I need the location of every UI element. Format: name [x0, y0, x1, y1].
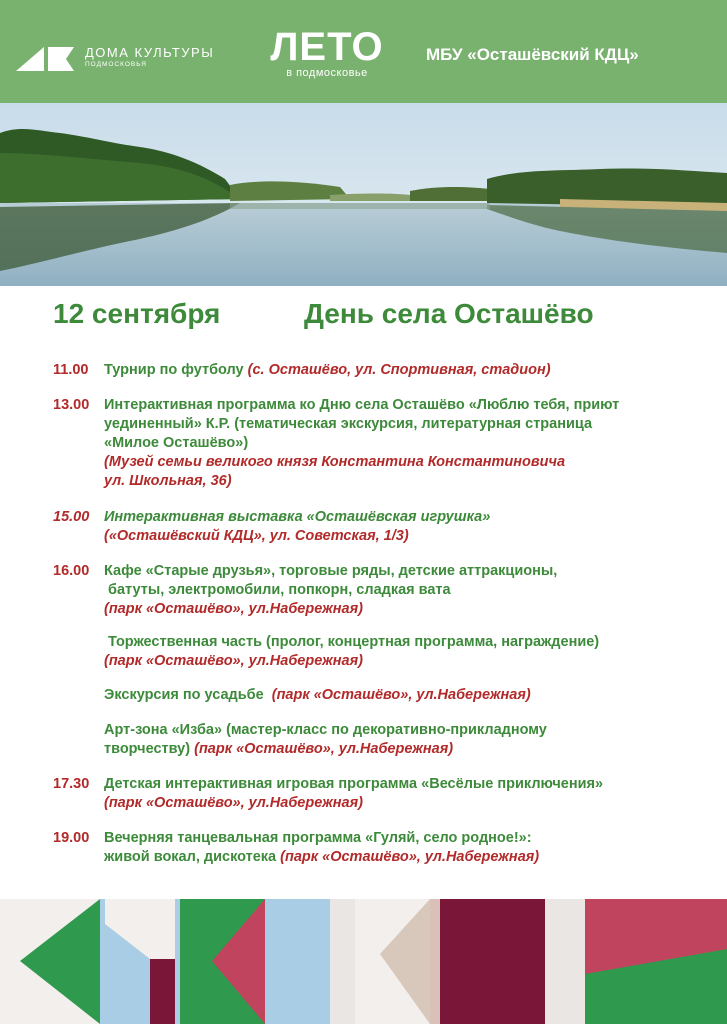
schedule-time: 17.30 — [53, 776, 90, 792]
schedule-location: (парк «Осташёво», ул.Набережная) — [104, 653, 363, 669]
schedule-item — [53, 721, 718, 759]
lake-landscape-image — [0, 103, 727, 286]
logo-text — [85, 46, 214, 68]
schedule-text: живой вокал, дискотека — [104, 849, 277, 865]
schedule-time: 16.00 — [53, 563, 90, 579]
schedule-text: Кафе «Старые друзья», торговые ряды, детские аттракционы, — [104, 563, 558, 579]
schedule-location: (парк «Осташёво», ул.Набережная) — [280, 849, 540, 865]
leto-logo-subtitle: в подмосковье — [286, 67, 368, 79]
schedule-text: батуты, электромобили, попкорн, сладкая вата — [108, 582, 451, 598]
schedule-time: 11.00 — [53, 362, 89, 378]
logo-line2: ПОДМОСКОВЬЯ — [85, 61, 147, 68]
schedule-item — [53, 361, 718, 380]
event-name-title: День села Осташёво — [304, 298, 594, 329]
schedule-item — [53, 686, 718, 705]
schedule-time: 13.00 — [53, 397, 90, 413]
schedule-text: Арт-зона «Изба» (мастер-класс по декоративно-прикладному — [104, 722, 547, 738]
schedule-text: «Милое Осташёво») — [104, 435, 249, 451]
schedule-item — [53, 396, 718, 491]
schedule-location: (парк «Осташёво», ул.Набережная) — [104, 601, 363, 617]
schedule-item — [53, 633, 718, 671]
schedule-item — [53, 508, 718, 546]
schedule-text: Торжественная часть (пролог, концертная программа, награждение) — [108, 634, 600, 650]
schedule-text: Интерактивная программа ко Дню села Осташёво «Люблю тебя, приют — [104, 397, 620, 413]
doma-kultury-logo-icon — [16, 47, 74, 71]
schedule-text: Детская интерактивная игровая программа «Весёлые приключения» — [104, 776, 604, 792]
schedule-text: Турнир по футболу — [104, 362, 244, 378]
schedule-item — [53, 829, 718, 867]
schedule-text: творчеству) — [104, 741, 191, 757]
schedule-text: Интерактивная выставка «Осташёвская игрушка» — [104, 509, 491, 525]
leto-logo-title: ЛЕТО — [270, 25, 384, 69]
schedule-item — [53, 775, 718, 813]
schedule-time: 19.00 — [53, 830, 90, 846]
schedule-location: (с. Осташёво, ул. Спортивная, стадион) — [247, 362, 551, 378]
schedule-text: Вечерняя танцевальная программа «Гуляй, село родное!»: — [104, 830, 532, 846]
schedule-location: (парк «Осташёво», ул.Набережная) — [194, 741, 454, 757]
event-date-title: 12 сентября — [53, 298, 221, 329]
schedule-time: 15.00 — [53, 509, 90, 525]
header-bar — [0, 0, 727, 103]
schedule-text: уединенный» К.Р. (тематическая экскурсия, литературная страница — [104, 416, 593, 432]
schedule-location: ул. Школьная, 36) — [104, 473, 232, 489]
organization-name: МБУ «Осташёвский КДЦ» — [426, 45, 639, 64]
schedule-text: Экскурсия по усадьбе — [104, 687, 264, 703]
decorative-footer-pattern — [0, 899, 727, 1024]
logo-line1: ДОМА КУЛЬТУРЫ — [85, 45, 215, 60]
schedule-location: («Осташёвский КДЦ», ул. Советская, 1/3) — [104, 528, 409, 544]
schedule-item — [53, 562, 718, 619]
schedule-location: (Музей семьи великого князя Константина Константиновича — [104, 454, 566, 470]
schedule-location: (парк «Осташёво», ул.Набережная) — [271, 687, 531, 703]
leto-logo — [267, 27, 387, 79]
schedule-location: (парк «Осташёво», ул.Набережная) — [104, 795, 363, 811]
